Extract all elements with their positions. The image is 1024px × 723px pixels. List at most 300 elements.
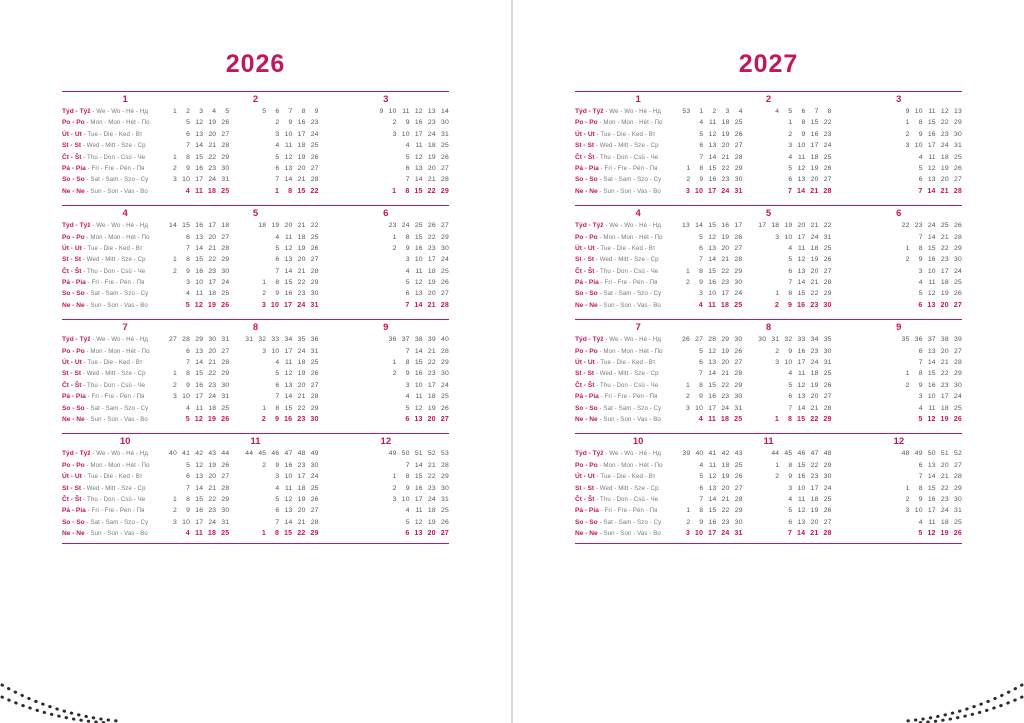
date-cell: 5 bbox=[405, 279, 410, 287]
date-cell: 20 bbox=[427, 414, 436, 423]
date-cell: 11 bbox=[195, 404, 204, 412]
date-cell: 22 bbox=[427, 359, 436, 367]
date-cell: 23 bbox=[427, 484, 436, 492]
week-number: 10 bbox=[914, 108, 923, 115]
date-cell: 4 bbox=[698, 414, 703, 423]
weekday-abbrev: Týd - Týž bbox=[575, 222, 604, 230]
date-row bbox=[836, 186, 962, 197]
date-cell: 28 bbox=[441, 461, 449, 469]
date-cell: 20 bbox=[721, 244, 730, 252]
date-cell: 18 bbox=[297, 359, 306, 367]
quarter-block bbox=[62, 205, 449, 311]
week-number: 52 bbox=[427, 450, 436, 458]
month-number-cell bbox=[575, 94, 705, 106]
weekday-abbrev: Týd - Týž bbox=[62, 450, 91, 458]
date-row bbox=[323, 163, 449, 174]
date-cell: 3 bbox=[918, 267, 923, 275]
quarter-block bbox=[575, 205, 962, 311]
date-cell: 28 bbox=[441, 176, 449, 184]
week-number: 1 bbox=[699, 108, 704, 115]
weekday-translations: - Wed - Mitt - Sze - Ср bbox=[594, 370, 659, 378]
date-row bbox=[836, 517, 962, 528]
week-number-row bbox=[705, 448, 831, 459]
date-row bbox=[192, 460, 318, 471]
date-cell: 6 bbox=[275, 507, 280, 515]
date-cell: 26 bbox=[823, 507, 832, 515]
date-cell: 5 bbox=[918, 290, 923, 298]
month-number-cell bbox=[192, 436, 322, 448]
weekday-abbrev: Pá - Pia bbox=[62, 164, 86, 172]
date-cell: 18 bbox=[207, 529, 217, 538]
date-cell: 26 bbox=[823, 381, 832, 389]
weekday-abbrev: Po - Po bbox=[575, 347, 598, 355]
month-number-cell bbox=[705, 322, 835, 334]
date-cell: 19 bbox=[208, 119, 217, 127]
date-cell: 4 bbox=[275, 233, 280, 241]
weekday-row-label bbox=[575, 243, 679, 254]
date-cell: 15 bbox=[708, 381, 717, 389]
week-number: 36 bbox=[914, 336, 923, 344]
date-cell: 8 bbox=[788, 290, 793, 298]
date-row bbox=[323, 528, 449, 539]
week-number: 47 bbox=[284, 450, 293, 458]
date-cell: 14 bbox=[708, 370, 717, 378]
date-cell: 24 bbox=[310, 473, 319, 481]
week-number: 35 bbox=[901, 336, 910, 344]
weekday-abbrev: Ne - Ne bbox=[62, 301, 85, 309]
weekday-row-label bbox=[575, 288, 679, 299]
week-number: 53 bbox=[441, 450, 449, 458]
date-cell: 23 bbox=[721, 518, 730, 526]
month-number-cell bbox=[62, 94, 192, 106]
date-cell: 22 bbox=[297, 529, 306, 538]
date-cell: 16 bbox=[708, 518, 717, 526]
date-cell: 24 bbox=[734, 290, 743, 298]
date-cell: 31 bbox=[954, 142, 962, 150]
date-cell: 21 bbox=[427, 300, 436, 309]
date-cell: 6 bbox=[405, 164, 410, 172]
weekday-abbrev: St - St bbox=[62, 370, 82, 378]
weekday-translations: - Thu - Don - Csü - Че bbox=[81, 495, 146, 503]
date-number-column bbox=[323, 334, 449, 425]
date-cell: 10 bbox=[784, 359, 793, 367]
date-cell: 10 bbox=[927, 267, 936, 275]
week-number: 49 bbox=[388, 450, 397, 458]
date-cell: 23 bbox=[297, 290, 306, 298]
date-cell: 5 bbox=[275, 153, 280, 161]
date-cell: 3 bbox=[699, 290, 704, 298]
weekday-translations: - Wed - Mitt - Sze - Ср bbox=[81, 142, 146, 150]
month-columns bbox=[62, 334, 449, 425]
date-cell: 24 bbox=[427, 130, 436, 138]
month-number-cell bbox=[836, 208, 962, 220]
date-cell: 16 bbox=[195, 507, 204, 515]
week-row-label bbox=[575, 448, 679, 459]
weekday-translations: - Fri - Fre - Pén - Пя bbox=[598, 164, 658, 172]
date-cell: 27 bbox=[221, 233, 230, 241]
date-cell: 29 bbox=[954, 244, 962, 252]
date-row bbox=[323, 186, 449, 197]
week-number: 7 bbox=[814, 108, 819, 115]
date-cell: 3 bbox=[275, 130, 280, 138]
date-cell: 12 bbox=[797, 507, 806, 515]
weekday-translations: - Tue - Die - Ked - Вт bbox=[81, 473, 143, 481]
weekday-translations: - Thu - Don - Csü - Че bbox=[81, 267, 146, 275]
date-cell: 3 bbox=[261, 300, 266, 309]
weekday-abbrev: Út - Ut bbox=[575, 244, 595, 252]
date-row bbox=[192, 494, 318, 505]
weekday-translations: - Tue - Die - Ked - Вт bbox=[594, 359, 656, 367]
date-row bbox=[836, 391, 962, 402]
date-cell: 11 bbox=[928, 153, 936, 161]
date-cell: 10 bbox=[914, 142, 923, 150]
date-cell: 23 bbox=[810, 473, 819, 481]
date-cell: 28 bbox=[823, 186, 832, 195]
weekday-translations: - Thu - Don - Csü - Че bbox=[594, 153, 659, 161]
date-cell: 26 bbox=[734, 473, 743, 481]
date-cell: 26 bbox=[823, 256, 832, 264]
date-cell: 28 bbox=[221, 484, 230, 492]
date-cell: 10 bbox=[914, 507, 923, 515]
weekday-row-label bbox=[575, 300, 679, 311]
date-cell: 2 bbox=[774, 300, 779, 309]
weekday-abbrev: Po - Po bbox=[575, 119, 598, 127]
date-number-column bbox=[323, 106, 449, 197]
weekday-row-label bbox=[575, 380, 679, 391]
date-cell: 8 bbox=[699, 164, 704, 172]
date-cell: 25 bbox=[221, 404, 230, 412]
date-cell: 30 bbox=[310, 290, 319, 298]
date-cell: 29 bbox=[734, 507, 743, 515]
month-number: 11 bbox=[763, 436, 774, 448]
week-number: 39 bbox=[682, 450, 691, 458]
date-cell: 23 bbox=[208, 164, 217, 172]
date-cell: 21 bbox=[208, 359, 217, 367]
weekday-translations: - Mon - Mon - Hét - По bbox=[597, 347, 663, 355]
date-cell: 15 bbox=[414, 233, 423, 241]
week-number: 36 bbox=[388, 336, 397, 344]
date-cell: 9 bbox=[405, 484, 410, 492]
date-cell: 25 bbox=[734, 461, 743, 469]
week-number-row bbox=[323, 448, 449, 459]
date-cell: 3 bbox=[788, 484, 793, 492]
month-grid bbox=[323, 106, 449, 197]
date-cell: 26 bbox=[734, 130, 743, 138]
weekday-translations: - Mon - Mon - Hét - По bbox=[84, 347, 150, 355]
date-cell: 14 bbox=[195, 359, 204, 367]
date-cell: 13 bbox=[284, 256, 293, 264]
date-cell: 9 bbox=[405, 370, 410, 378]
date-cell: 2 bbox=[905, 381, 910, 389]
weekday-abbrev: Ne - Ne bbox=[62, 530, 85, 538]
weekday-abbrev: So - So bbox=[575, 290, 598, 298]
date-row bbox=[836, 460, 962, 471]
week-number: 9 bbox=[379, 108, 384, 115]
date-cell: 2 bbox=[905, 495, 910, 503]
weekday-translations: - Thu - Don - Csü - Че bbox=[594, 495, 659, 503]
date-cell: 3 bbox=[788, 142, 793, 150]
date-cell: 24 bbox=[721, 529, 730, 538]
month-grid bbox=[575, 106, 743, 197]
date-cell: 23 bbox=[427, 370, 436, 378]
week-number: 32 bbox=[258, 336, 267, 344]
date-cell: 3 bbox=[685, 529, 690, 538]
weekday-abbrev: Út - Ut bbox=[575, 130, 595, 138]
date-cell: 4 bbox=[186, 290, 191, 298]
weekday-translations: - Thu - Don - Csü - Че bbox=[594, 267, 659, 275]
date-row bbox=[323, 266, 449, 277]
month-number: 1 bbox=[122, 94, 128, 105]
date-cell: 1 bbox=[392, 186, 397, 195]
date-cell: 26 bbox=[441, 153, 449, 161]
date-cell: 31 bbox=[734, 186, 743, 195]
date-row bbox=[192, 163, 318, 174]
date-cell: 19 bbox=[721, 473, 730, 481]
date-cell: 2 bbox=[686, 518, 691, 526]
date-cell: 9 bbox=[186, 381, 191, 389]
date-cell: 13 bbox=[797, 267, 806, 275]
date-cell: 5 bbox=[275, 495, 280, 503]
weekday-abbrev: Út - Ut bbox=[62, 359, 82, 367]
date-cell: 25 bbox=[310, 233, 319, 241]
date-cell: 20 bbox=[721, 142, 730, 150]
weekday-abbrev: Čt - Št bbox=[62, 267, 82, 275]
date-cell: 12 bbox=[927, 529, 936, 538]
date-cell: 14 bbox=[414, 461, 423, 469]
month-number: 9 bbox=[896, 322, 902, 334]
date-cell: 3 bbox=[275, 473, 280, 481]
date-cell: 19 bbox=[297, 495, 306, 503]
date-cell: 20 bbox=[810, 267, 819, 275]
date-cell: 21 bbox=[297, 267, 306, 275]
date-cell: 24 bbox=[297, 347, 306, 355]
weekday-row-label bbox=[575, 414, 679, 425]
date-cell: 1 bbox=[173, 256, 177, 264]
date-cell: 29 bbox=[310, 279, 319, 287]
month-number-cell bbox=[575, 322, 705, 334]
date-row bbox=[192, 471, 318, 482]
date-row bbox=[192, 517, 318, 528]
date-cell: 5 bbox=[405, 518, 410, 526]
date-cell: 19 bbox=[207, 414, 217, 423]
date-cell: 4 bbox=[405, 507, 410, 515]
date-cell: 19 bbox=[427, 518, 436, 526]
date-cell: 29 bbox=[734, 381, 743, 389]
weekday-row-label bbox=[62, 505, 166, 516]
date-row bbox=[323, 380, 449, 391]
week-number-row bbox=[192, 448, 318, 459]
date-cell: 21 bbox=[208, 484, 217, 492]
date-cell: 18 bbox=[940, 279, 949, 287]
weekday-abbrev: Po - Po bbox=[62, 461, 85, 469]
date-cell: 2 bbox=[392, 370, 397, 378]
weekday-translations: - Sat - Sam - Szo - Су bbox=[84, 518, 149, 526]
date-cell: 12 bbox=[284, 153, 293, 161]
week-row-label bbox=[62, 448, 166, 459]
date-cell: 23 bbox=[208, 267, 217, 275]
date-cell: 16 bbox=[797, 473, 806, 481]
date-cell: 21 bbox=[810, 404, 819, 412]
week-number: 44 bbox=[245, 450, 254, 458]
date-cell: 30 bbox=[221, 507, 230, 515]
date-cell: 17 bbox=[427, 381, 436, 389]
date-cell: 18 bbox=[207, 186, 217, 195]
weekday-translations: - Sun - Son - Vas - Во bbox=[84, 301, 148, 309]
date-cell: 10 bbox=[182, 176, 191, 184]
date-cell: 5 bbox=[918, 529, 923, 538]
month-number-row bbox=[575, 94, 962, 106]
date-cell: 24 bbox=[427, 495, 436, 503]
date-cell: 27 bbox=[221, 130, 230, 138]
date-cell: 22 bbox=[823, 119, 832, 127]
corner-decoration-right bbox=[904, 661, 1024, 723]
date-cell: 1 bbox=[686, 267, 690, 275]
date-cell: 12 bbox=[414, 153, 423, 161]
date-row bbox=[323, 140, 449, 151]
date-cell: 11 bbox=[928, 404, 936, 412]
week-number: 48 bbox=[901, 450, 910, 458]
date-cell: 28 bbox=[441, 347, 449, 355]
date-cell: 18 bbox=[940, 153, 949, 161]
date-cell: 13 bbox=[708, 359, 717, 367]
date-cell: 10 bbox=[284, 130, 293, 138]
date-row bbox=[836, 254, 962, 265]
date-cell: 12 bbox=[927, 414, 936, 423]
date-cell: 22 bbox=[810, 290, 819, 298]
week-number: 31 bbox=[771, 336, 780, 344]
date-cell: 4 bbox=[788, 153, 793, 161]
date-cell: 23 bbox=[297, 414, 306, 423]
date-cell: 10 bbox=[271, 347, 280, 355]
date-row bbox=[323, 129, 449, 140]
date-cell: 12 bbox=[797, 164, 806, 172]
weekday-row-label bbox=[575, 140, 679, 151]
month-number-cell bbox=[323, 208, 449, 220]
weekday-abbrev: St - St bbox=[62, 484, 82, 492]
date-cell: 28 bbox=[734, 370, 743, 378]
weekday-translations: - Fri - Fre - Pén - Пя bbox=[598, 507, 658, 515]
date-cell: 5 bbox=[186, 119, 191, 127]
date-cell: 8 bbox=[405, 233, 410, 241]
date-cell: 14 bbox=[195, 244, 204, 252]
date-cell: 8 bbox=[405, 473, 410, 481]
date-cell: 23 bbox=[940, 495, 949, 503]
date-cell: 11 bbox=[415, 142, 423, 150]
date-cell: 9 bbox=[405, 244, 410, 252]
date-cell: 3 bbox=[775, 359, 780, 367]
date-row bbox=[705, 494, 831, 505]
date-cell: 17 bbox=[195, 393, 204, 401]
date-cell: 23 bbox=[721, 279, 730, 287]
date-cell: 17 bbox=[284, 300, 293, 309]
weekday-translations: - Sun - Son - Vas - Во bbox=[597, 301, 661, 309]
weekday-row-label bbox=[62, 528, 166, 539]
date-cell: 17 bbox=[414, 130, 423, 138]
month-column bbox=[836, 334, 962, 425]
weekday-abbrev: Út - Ut bbox=[62, 244, 82, 252]
month-number-row bbox=[62, 94, 449, 106]
date-cell: 6 bbox=[788, 267, 793, 275]
weekday-abbrev: St - St bbox=[575, 484, 595, 492]
date-cell: 2 bbox=[173, 267, 177, 275]
date-cell: 14 bbox=[414, 300, 423, 309]
month-grid bbox=[575, 334, 743, 425]
date-cell: 14 bbox=[708, 495, 717, 503]
date-cell: 8 bbox=[186, 256, 191, 264]
week-row-label bbox=[62, 334, 166, 345]
date-cell: 7 bbox=[788, 404, 793, 412]
date-cell: 9 bbox=[288, 119, 293, 127]
weekday-translations: - Sun - Son - Vas - Во bbox=[597, 415, 661, 423]
date-cell: 11 bbox=[195, 186, 204, 195]
year-calendar-right bbox=[575, 91, 962, 544]
date-cell: 4 bbox=[918, 404, 923, 412]
date-cell: 10 bbox=[182, 393, 191, 401]
date-row bbox=[705, 403, 831, 414]
date-cell: 28 bbox=[310, 176, 319, 184]
date-cell: 12 bbox=[194, 300, 204, 309]
date-cell: 19 bbox=[940, 414, 949, 423]
date-cell: 10 bbox=[414, 381, 423, 389]
date-cell: 21 bbox=[208, 244, 217, 252]
weekday-row-label bbox=[575, 129, 679, 140]
date-cell: 30 bbox=[221, 164, 230, 172]
corner-decoration-left bbox=[0, 661, 120, 723]
date-cell: 29 bbox=[954, 370, 962, 378]
date-row bbox=[836, 243, 962, 254]
date-cell: 10 bbox=[797, 142, 806, 150]
date-cell: 2 bbox=[788, 130, 793, 138]
weekday-translations: - Wed - Mitt - Sze - Ср bbox=[594, 142, 659, 150]
date-cell: 21 bbox=[940, 186, 949, 195]
week-number-row bbox=[192, 106, 318, 117]
weekday-row-label bbox=[62, 174, 166, 185]
date-cell: 25 bbox=[441, 267, 449, 275]
date-cell: 6 bbox=[405, 290, 410, 298]
date-cell: 6 bbox=[788, 393, 793, 401]
date-cell: 19 bbox=[207, 300, 217, 309]
date-cell: 29 bbox=[221, 495, 230, 503]
week-number: 2 bbox=[186, 108, 191, 115]
week-number-row bbox=[192, 334, 318, 345]
week-number: 5 bbox=[788, 108, 793, 115]
date-cell: 9 bbox=[186, 164, 191, 172]
week-number-row bbox=[836, 220, 962, 231]
date-cell: 18 bbox=[721, 461, 730, 469]
month-column bbox=[323, 220, 449, 311]
date-row bbox=[836, 380, 962, 391]
date-row bbox=[192, 232, 318, 243]
date-row bbox=[705, 129, 831, 140]
date-cell: 9 bbox=[918, 256, 923, 264]
date-cell: 6 bbox=[275, 256, 280, 264]
date-cell: 6 bbox=[186, 130, 191, 138]
date-row bbox=[192, 368, 318, 379]
quarter-block bbox=[62, 433, 449, 543]
month-grid bbox=[323, 448, 449, 539]
date-cell: 8 bbox=[918, 484, 923, 492]
date-cell: 20 bbox=[297, 164, 306, 172]
date-number-column bbox=[705, 106, 831, 197]
week-number: 34 bbox=[810, 336, 819, 344]
date-cell: 28 bbox=[823, 404, 832, 412]
weekday-translations: - Fri - Fre - Pén - Пя bbox=[598, 279, 658, 287]
month-column bbox=[323, 106, 449, 197]
date-cell: 10 bbox=[401, 130, 410, 138]
date-cell: 18 bbox=[297, 142, 306, 150]
date-cell: 19 bbox=[427, 404, 436, 412]
month-column bbox=[323, 448, 449, 539]
